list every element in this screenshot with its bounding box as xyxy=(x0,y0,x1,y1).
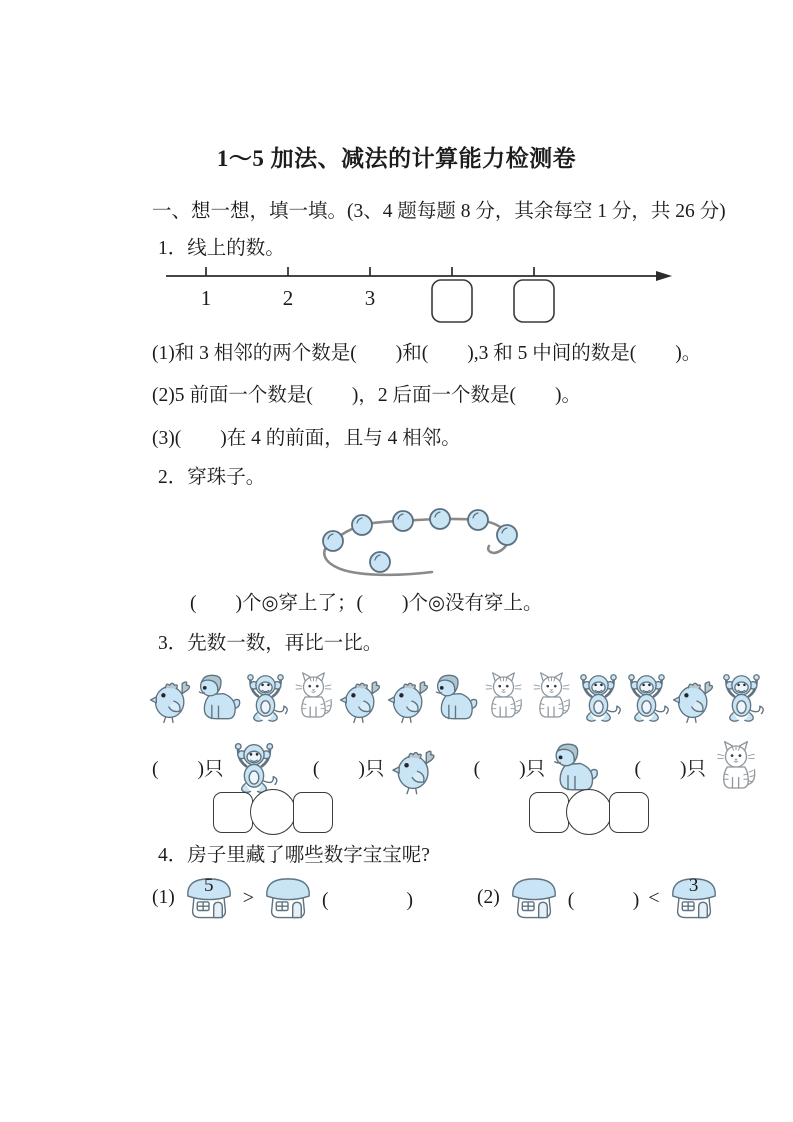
strung-bead xyxy=(393,511,413,531)
house-number: 3 xyxy=(688,875,699,896)
strung-bead xyxy=(352,515,372,535)
q4-item-2-blank: ( ) xyxy=(567,890,640,911)
cat-icon xyxy=(481,665,526,729)
tick-label-2: 2 xyxy=(282,286,294,310)
bird-icon xyxy=(390,739,438,795)
dog-icon xyxy=(551,739,599,795)
house-blank xyxy=(263,873,313,923)
monkey-icon xyxy=(719,665,764,729)
dog-icon xyxy=(433,665,478,729)
house-icon xyxy=(263,873,313,923)
cat-icon xyxy=(529,665,574,729)
dog-icon xyxy=(196,665,241,729)
greater-than-sign: > xyxy=(242,886,255,909)
count-blank: ( )只 xyxy=(634,759,706,780)
bird-icon xyxy=(671,665,716,729)
compare-number-box xyxy=(293,792,333,833)
count-group-monkey xyxy=(152,739,278,795)
q1-blank-3: (3)( )在 4 的前面，且与 4 相邻。 xyxy=(152,428,461,449)
monkey-icon xyxy=(243,665,288,729)
houses-row xyxy=(152,873,793,923)
house-blank xyxy=(509,873,559,923)
monkey-icon xyxy=(576,665,621,729)
q1-blank-1: (1)和 3 相邻的两个数是( )和( ),3 和 5 中间的数是( )。 xyxy=(152,343,702,364)
q3-label: 3．先数一数，再比一比。 xyxy=(158,633,383,654)
compare-number-box xyxy=(609,792,649,833)
q4-label: 4．房子里藏了哪些数字宝宝呢? xyxy=(158,845,430,866)
beads-svg xyxy=(300,495,580,593)
comparison-boxes-row xyxy=(213,789,793,835)
animals-row xyxy=(148,663,764,729)
count-blank: ( )只 xyxy=(473,759,546,780)
bird-icon xyxy=(148,665,193,729)
number-line-svg xyxy=(164,263,676,327)
q2-answer-line: ( )个◎穿上了；( )个◎没有穿上。 xyxy=(190,593,543,614)
number-line-answer-box xyxy=(514,280,554,322)
bird-icon xyxy=(386,665,431,729)
compare-sign-circle xyxy=(250,789,296,835)
house-number: 5 xyxy=(204,875,214,896)
count-row xyxy=(152,739,760,795)
count-blank: ( )只 xyxy=(312,759,385,780)
tick-label-3: 3 xyxy=(364,286,376,310)
tick-label-1: 1 xyxy=(200,286,212,310)
q2-label: 2．穿珠子。 xyxy=(158,467,266,488)
house-with-number xyxy=(184,873,234,923)
number-line-arrowhead xyxy=(656,271,672,281)
beads-illustration xyxy=(300,495,580,593)
worksheet-title: 1～5 加法、减法的计算能力检测卷 xyxy=(216,146,577,171)
count-group-dog xyxy=(474,739,600,795)
unstrung-bead xyxy=(370,552,390,572)
bird-icon xyxy=(338,665,383,729)
q4-item-1-blank: ( ) xyxy=(322,890,414,911)
q1-blank-2: (2)5 前面一个数是( )，2 后面一个数是( )。 xyxy=(152,385,581,406)
house-with-number xyxy=(669,873,719,923)
q1-label: 1．线上的数。 xyxy=(158,238,285,259)
compare-number-box xyxy=(529,792,569,833)
q4-item-1-index: (1) xyxy=(152,887,175,908)
cat-icon xyxy=(291,665,336,729)
count-group-cat xyxy=(634,739,760,795)
strung-bead xyxy=(468,510,488,530)
q4-item-2 xyxy=(477,873,719,923)
number-line-answer-box xyxy=(432,280,472,322)
q4-item-2-index: (2) xyxy=(477,887,500,908)
section-one-heading: 一、想一想，填一填。(3、4 题每题 8 分，其余每空 1 分，共 26 分) xyxy=(152,201,726,222)
compare-sign-circle xyxy=(566,789,612,835)
monkey-icon xyxy=(230,739,278,795)
number-line xyxy=(164,263,676,327)
monkey-icon xyxy=(624,665,669,729)
less-than-sign: < xyxy=(648,886,660,909)
house-icon xyxy=(509,873,559,923)
count-group-bird xyxy=(313,739,439,795)
strung-bead xyxy=(497,525,517,545)
q4-item-1 xyxy=(152,873,413,923)
strung-bead xyxy=(430,509,450,529)
count-blank: ( )只 xyxy=(152,759,224,780)
strung-bead xyxy=(323,531,343,551)
cat-icon xyxy=(712,739,760,795)
compare-number-box xyxy=(213,792,253,833)
